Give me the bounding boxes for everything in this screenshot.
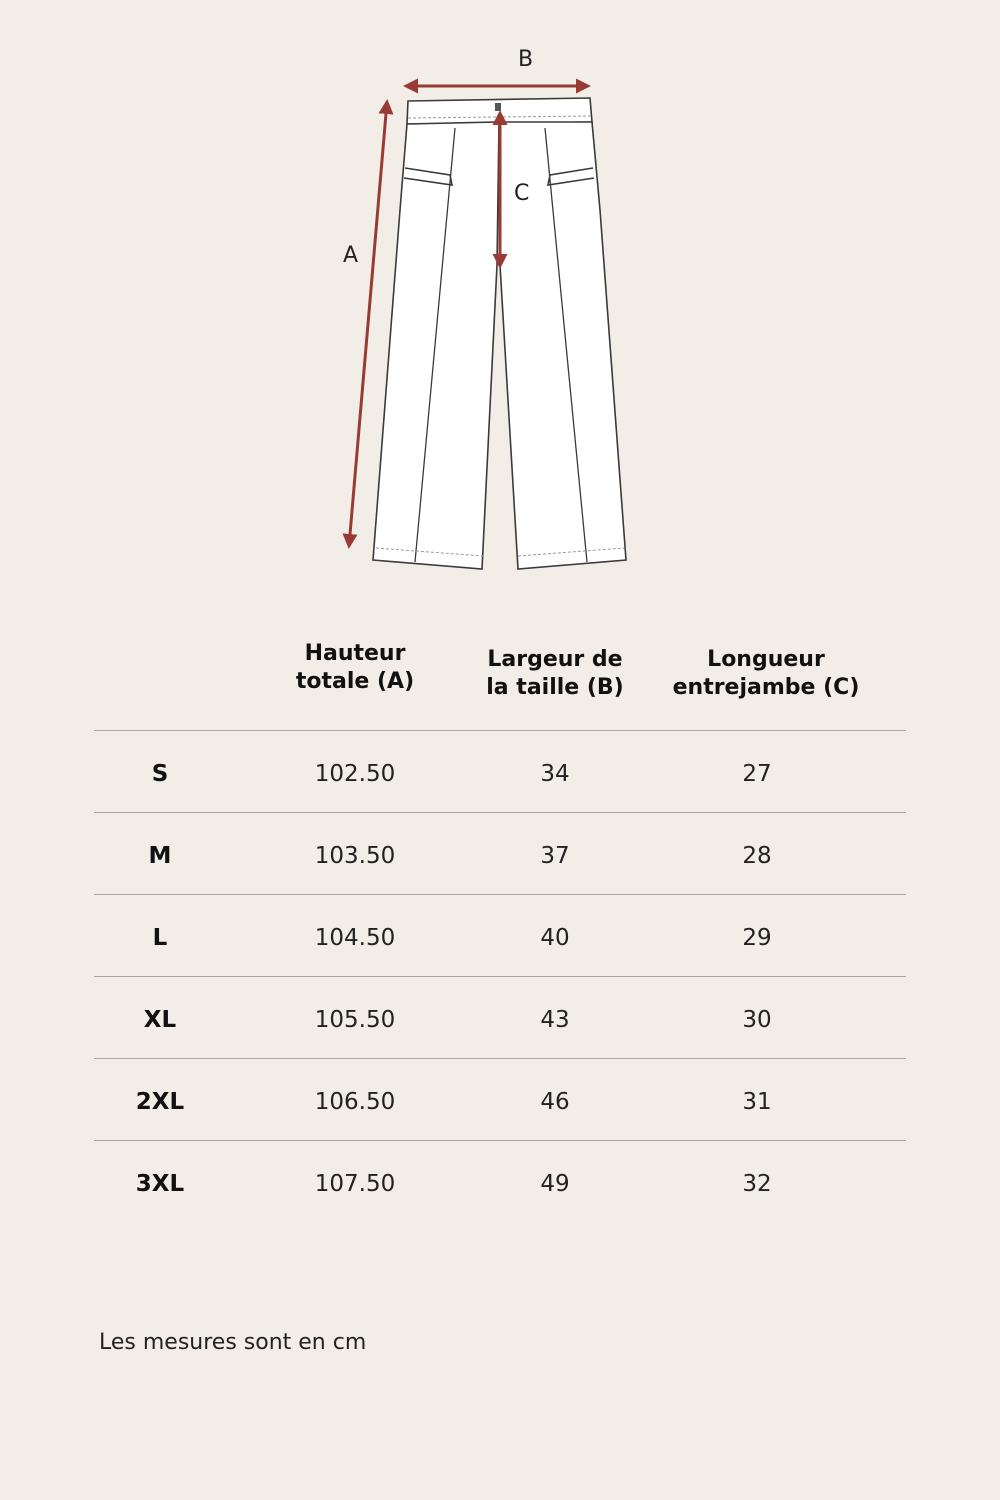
inseam-length-value: 29 [742, 925, 772, 951]
total-height-value: 107.50 [314, 1171, 396, 1197]
header-inseam-length: Longueur entrejambe (C) [672, 647, 860, 700]
table-row [94, 1059, 906, 1141]
table-row [94, 731, 906, 813]
label-a: A [343, 243, 359, 268]
table-row [94, 895, 906, 977]
size-label: M [148, 843, 172, 869]
table-row [94, 977, 906, 1059]
size-label: S [151, 761, 169, 787]
size-table [94, 630, 906, 1222]
size-label: 2XL [135, 1089, 185, 1115]
waist-width-value: 43 [540, 1007, 570, 1033]
pants-measurement-diagram [0, 0, 1000, 600]
size-label: 3XL [135, 1171, 185, 1197]
total-height-value: 106.50 [314, 1089, 396, 1115]
label-c: C [514, 181, 530, 206]
total-height-value: 102.50 [314, 761, 396, 787]
waist-width-value: 37 [540, 843, 570, 869]
total-height-value: 103.50 [314, 843, 396, 869]
label-b: B [518, 47, 534, 72]
inseam-length-value: 28 [742, 843, 772, 869]
size-label: L [152, 925, 168, 951]
inseam-length-value: 30 [742, 1007, 772, 1033]
waist-width-value: 40 [540, 925, 570, 951]
units-note: Les mesures sont en cm [99, 1330, 367, 1355]
total-height-value: 104.50 [314, 925, 396, 951]
table-row [94, 1141, 906, 1222]
waist-width-value: 46 [540, 1089, 570, 1115]
inseam-length-value: 32 [742, 1171, 772, 1197]
table-row [94, 813, 906, 895]
waist-width-value: 34 [540, 761, 570, 787]
inseam-length-value: 31 [742, 1089, 772, 1115]
header-waist-width: Largeur de la taille (B) [486, 647, 624, 700]
table-header [94, 630, 906, 731]
waist-width-value: 49 [540, 1171, 570, 1197]
total-height-value: 105.50 [314, 1007, 396, 1033]
inseam-length-value: 27 [742, 761, 772, 787]
size-label: XL [143, 1007, 177, 1033]
header-total-height: Hauteur totale (A) [295, 641, 415, 694]
